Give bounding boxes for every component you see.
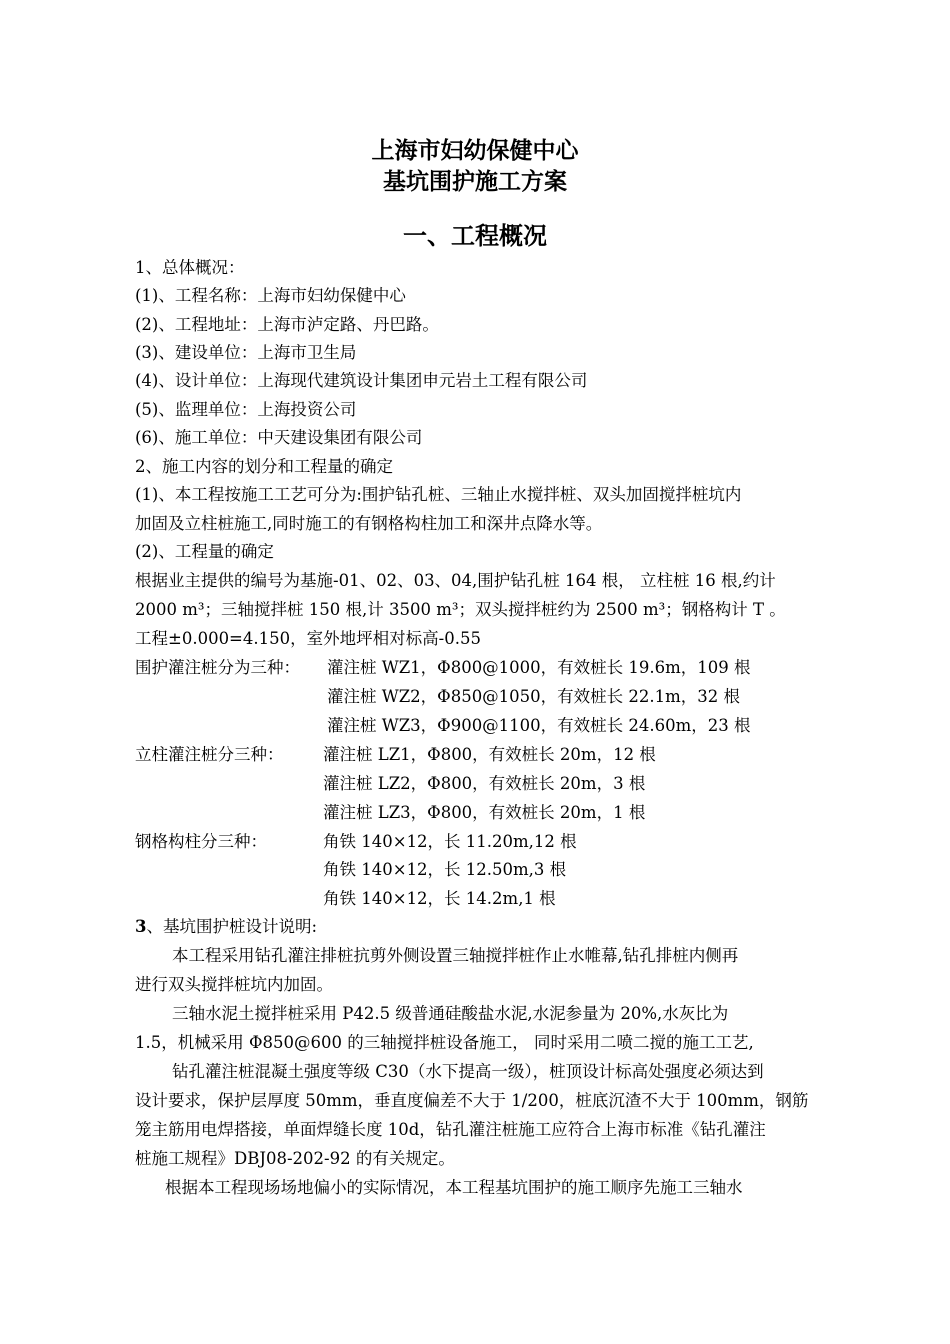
design-paragraph-line: 进行双头搅拌桩坑内加固。 [135,975,333,994]
steel-column-item: 角铁 140×12，长 11.20m,12 根 [323,832,577,851]
design-paragraph-line: 本工程采用钻孔灌注排桩抗剪外侧设置三轴搅拌桩作止水帷幕,钻孔排桩内侧再 [172,946,739,965]
design-heading-text: 、基坑围护桩设计说明: [146,917,318,936]
quantity-line: 根据业主提供的编号为基施-01、02、03、04,围护钻孔桩 164 根， 立柱桩 16 根,约计 [135,571,776,590]
general-item: (4)、设计单位：上海现代建筑设计集团申元岩土工程有限公司 [135,371,588,390]
quantity-line: 2000 m³；三轴搅拌桩 150 根,计 3500 m³；双头搅拌桩约为 2500 m³；钢格构计 T 。 [135,600,786,619]
design-heading [135,913,317,941]
retaining-pile-label: 围护灌注桩分为三种： [135,658,300,677]
division-heading: 2、施工内容的划分和工程量的确定 [135,457,393,476]
steel-column-item: 角铁 140×12，长 12.50m,3 根 [323,860,567,879]
general-item: (3)、建设单位：上海市卫生局 [135,343,357,362]
quantity-line: 工程±0.000=4.150，室外地坪相对标高-0.55 [135,629,481,648]
retaining-pile-item: 灌注桩 WZ2，Φ850@1050，有效桩长 22.1m，32 根 [327,687,741,706]
division-paragraph-line: 加固及立柱桩施工,同时施工的有钢格构柱加工和深井点降水等。 [135,514,603,533]
general-item: (5)、监理单位：上海投资公司 [135,400,357,419]
general-item: (6)、施工单位：中天建设集团有限公司 [135,428,423,447]
quantity-heading: (2)、工程量的确定 [135,542,274,561]
division-paragraph-line: (1)、本工程按施工工艺可分为:围护钻孔桩、三轴止水搅拌桩、双头加固搅拌桩坑内 [135,485,742,504]
steel-column-label: 钢格构柱分三种： [135,832,267,851]
design-paragraph-line: 设计要求，保护层厚度 50mm，垂直度偏差不大于 1/200，桩底沉渣不大于 100mm，钢筋 [135,1091,809,1110]
retaining-pile-item: 灌注桩 WZ1，Φ800@1000，有效桩长 19.6m，109 根 [327,658,751,677]
general-item: (1)、工程名称：上海市妇幼保健中心 [135,286,406,305]
design-paragraph-line: 根据本工程现场场地偏小的实际情况，本工程基坑围护的施工顺序先施工三轴水 [165,1178,743,1197]
general-item: (2)、工程地址：上海市泸定路、丹巴路。 [135,315,439,334]
design-paragraph-line: 钻孔灌注桩混凝土强度等级 C30（水下提高一级），桩顶设计标高处强度必须达到 [172,1062,764,1081]
general-heading: 1、总体概况： [135,258,245,277]
design-paragraph-line: 三轴水泥土搅拌桩采用 P42.5 级普通硅酸盐水泥,水泥参量为 20%,水灰比为 [172,1004,729,1023]
steel-column-item: 角铁 140×12，长 14.2m,1 根 [323,889,556,908]
design-paragraph-line: 桩施工规程》DBJ08-202-92 的有关规定。 [135,1149,455,1168]
design-paragraph-line: 1.5，机械采用 Φ850@600 的三轴搅拌桩设备施工， 同时采用二喷二搅的施工工艺, [135,1033,754,1052]
document-title-line1: 上海市妇幼保健中心 [371,138,579,164]
document-title-line2: 基坑围护施工方案 [383,169,567,195]
design-heading-number: 3 [135,917,147,936]
column-pile-label: 立柱灌注桩分三种： [135,745,284,764]
column-pile-item: 灌注桩 LZ1，Φ800，有效桩长 20m，12 根 [323,745,656,764]
column-pile-item: 灌注桩 LZ2，Φ800，有效桩长 20m，3 根 [323,774,646,793]
design-paragraph-line: 笼主筋用电焊搭接，单面焊缝长度 10d，钻孔灌注桩施工应符合上海市标准《钻孔灌注 [135,1120,766,1139]
section-heading: 一、工程概况 [403,222,547,250]
column-pile-item: 灌注桩 LZ3，Φ800，有效桩长 20m，1 根 [323,803,646,822]
retaining-pile-item: 灌注桩 WZ3，Φ900@1100，有效桩长 24.60m，23 根 [327,716,751,735]
